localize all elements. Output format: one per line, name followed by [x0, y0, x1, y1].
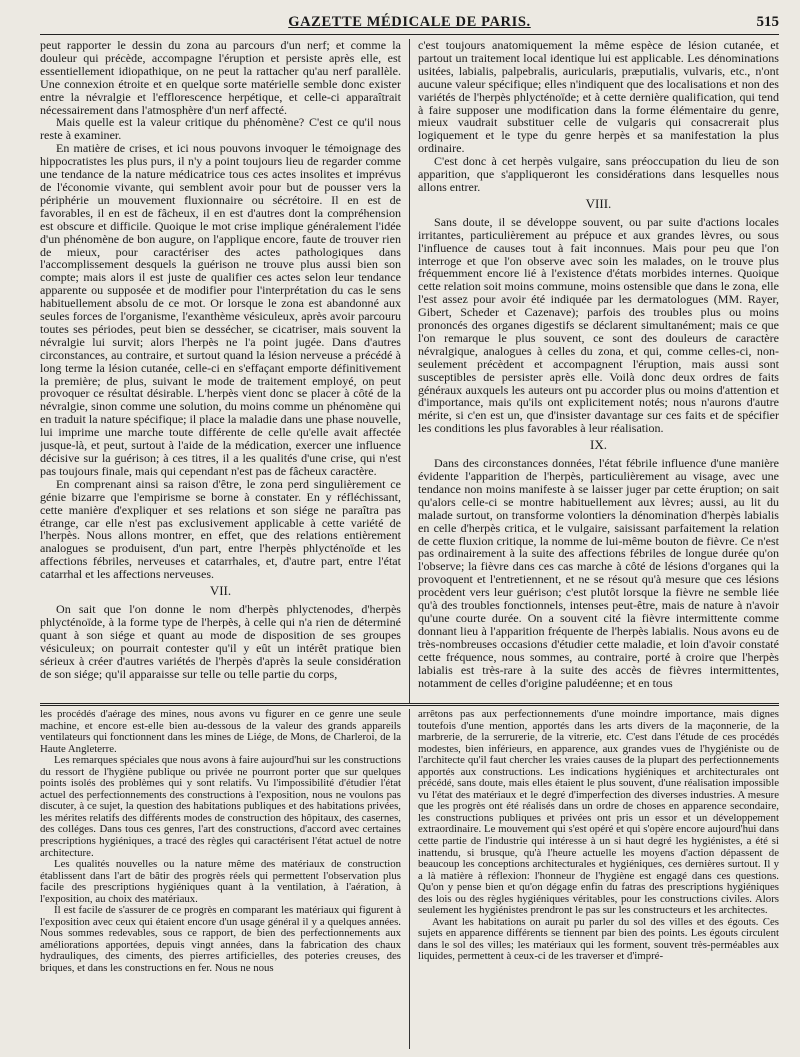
feuilleton-rule — [40, 703, 779, 706]
paragraph: arrêtons pas aux perfectionnements d'une moindre importance, mais dignes toutefois d'une mention, apportés dans les arts divers de la maçonnerie, de la marbrerie, de la serrurerie, de la vitrerie, etc. C'est dans l'étude de ces procédés modestes, bien inférieurs, en apparence, aux grandes vues de l'hygiéniste ou de l'architecte qu'il faut chercher les vraies causes de la plupart des perfectionnements apportés aux constructions. Les indications hygiéniques et architecturales ont précédé, sans doute, mais elles étaient le plus souvent, d'une réalisation impossible vu l'état des matériaux et le degré d'imperfection des diverses industries. A mesure que les progrès ont été réalisés dans un ordre de choses en apparence secondaire, les constructions publiques et privées ont pris un essor et un développement extraordinaire. Le mouvement qui s'est opéré et qui s'opère encore aujourd'hui dans cette partie de l'industrie qui intéresse à un si haut degré les hygiénistes, a été si inattendu, si brusque, qu'à l'heure actuelle les moyens d'action dépassent de beaucoup les conceptions architecturales et hygiéniques, ces dernières surtout. Il y a là matière à réflexion: l'honneur de l'hygiène est engagé dans ces questions. Qu'on y pense bien et qu'on dégage enfin du fatras des prescriptions hygiéniques des lois ou des règles hygiéniques véritables, pour les constructions civiles. Alors seulement les hygiénistes prendront le pas sur les constructeurs et les architectes. — [418, 709, 779, 917]
page-number: 515 — [756, 14, 779, 30]
paragraph: En comprenant ainsi sa raison d'être, le zona perd singulièrement ce génie bizarre que l'empirisme se borne à constater. En y réfléchissant, cette manière d'expliquer et ses relations et son siége ne paraîtra pas étrange, car elle n'est pas exclusivement applicable à cette variété de l'herpès. Nous allons montrer, en effet, que des relations entièrement analogues se produisent, d'un part, entre l'herpès phlycténoïde et les affections fébriles, nerveuses et catarrhales, et, d'autre part, entre l'état catarrhal et les affections nerveuses. — [40, 476, 401, 582]
paragraph: c'est toujours anatomiquement la même espèce de lésion cutanée, et partout un traitement local identique lui est applicable. Les dénominations usitées, labialis, palpebralis, auricularis, præputialis, vulvaris, etc., n'ont aucune valeur spécifique; elles n'indiquent que des localisations et non des variétés de l'herpès phlycténoïde; et à cette dernière qualification, qui tend à faire supposer une modification dans la forme élémentaire du genre, mieux vaudrait substituer celle de vulgaris qui consacrerait plus logiquement et le type du genre herpès et sa manifestation la plus ordinaire. — [418, 39, 779, 156]
paragraph: peut rapporter le dessin du zona au parcours d'un nerf; et comme la douleur qui précède, accompagne l'éruption et persiste après elle, est essentiellement idiopathique, on ne peut la rattacher qu'au nerf parallèle. Une connexion étroite et en quelque sorte matérielle semble donc exister entre la névralgie et l'efflorescence herpétique, et celle-ci apparaîtrait nécessairement dans l'atmosphère d'un nerf affecté. — [40, 39, 401, 117]
paragraph: Les remarques spéciales que nous avons à faire aujourd'hui sur les constructions du ressort de l'hygiène publique ou privée ne pourront porter que sur quelques points isolés des problèmes qui y sont relatifs. Vu l'impossibilité d'étudier l'état actuel des perfectionnements des constructions à l'exposition, nous ne voulons pas discuter, à ce sujet, la question des habitations publiques et des habitations privées, les mérites relatifs des différents modes de construction des hôpitaux, des casernes, des colléges. Dans tous ces genres, l'art des constructions, d'accord avec certaines prescriptions hygiéniques, a tracé des règles qui caractérisent l'état actuel de notre architecture. — [40, 754, 401, 859]
paragraph: On sait que l'on donne le nom d'herpès phlyctenodes, d'herpès phlycténoïde, à la forme type de l'herpès, à celle qui n'a rien de déterminé quant à son siége et quant au mode de disposition de ses groupes vésiculeux; on pourrait contester qu'il y eût un intérêt pratique bien sérieux à créer d'autres variétés de l'herpès d'après la seule considération de son siége; qu'il apparaisse sur telle ou telle partie du corps, — [40, 601, 401, 681]
paragraph: Dans des circonstances données, l'état fébrile influence d'une manière évidente l'apparition de l'herpès, particulièrement au visage, avec une tendance non moins manifeste à se laisser juger par cette éruption; on sait qu'alors celle-ci se montre habituellement aux lèvres; aussi, au lit du malade surtout, on transforme volontiers la dénomination d'herpès labialis en celle d'herpès critica, et le vulgaire, saisissant parfaitement la relation de cette fluxion critique, la nomme de lui-même bouton de fièvre. Ce n'est pas ordinairement à la suite des affections fébriles de longue durée qu'on l'observe; la fièvre dans ces cas marche à côté de lésions d'organes qui la provoquent et l'entretiennent, et ne se résout qu'à mesure que ces lésions procèdent vers leur guérison; c'est plutôt lorsque la fièvre ne semble liée qu'à des troubles fonctionnels, intenses peut-être, mais de nature à n'avoir qu'une courte durée. On a souvent cité la fièvre intermittente comme donnant lieu à l'apparition fréquente de l'herpès labialis. Nous avons eu de très-nombreuses occasions d'étudier cette maladie, et loin d'avoir constaté cette fréquence, nous sommes, au contraire, porté à croire que l'herpès labialis est très-rare à la suite des accès de fièvres intermittentes, notamment de celles d'origine paludéenne; et en tous — [418, 456, 779, 690]
paragraph: Sans doute, il se développe souvent, ou par suite d'actions locales irritantes, particulièrement au prépuce et aux grandes lèvres, ou sous l'influence de causes tout à fait inconnues. Mais pour peu que l'on interroge et que l'on observe avec soin les malades, on le trouve plus fréquemment encore lié à l'existence d'états morbides internes. Quoique cette relation soit moins commune, moins ostensible que dans le zona, elle l'est assez pour avoir été indiquée par les dermatologues (MM. Rayer, Gibert, Scheder et Cazenave); parfois des troubles plus ou moins prononcés des organes digestifs se déclarent simultanément; mais ce que l'on remarque le plus souvent, ce sont des douleurs de caractère névralgique, analogues à celles du zona, et qui, comme celles-ci, non-seulement précèdent et accompagnent l'éruption, mais aussi sont susceptibles de persister après elle. Voilà donc deux ordres de faits généraux auxquels les auteurs ont pu accorder plus ou moins d'attention et d'importance, mais qu'ils ont explicitement notés; nous n'aurons d'autre mérite, si c'en est un, que d'insister davantage sur ces faits et de spécifier les conditions les plus favorables à leur réalisation. — [418, 214, 779, 436]
section-heading-viii: VIII. — [585, 195, 612, 211]
article-right-column — [409, 39, 779, 703]
feuilleton-left-column — [40, 709, 409, 1049]
paragraph: Il est facile de s'assurer de ce progrès en comparant les matériaux qui figurent à l'exposition avec ceux qui étaient encore d'un usage général il y a quelques années. Nous sommes redevables, sous ce rapport, de bien des perfectionnements aux améliorations apportées, depuis vingt années, dans la fabrication des chaux hydrauliques, des ciments, des pierres artificielles, des poteries creuses, des briques, et dans les constructions en fer. Nous ne nous — [40, 904, 401, 975]
page-header — [40, 0, 779, 34]
paragraph: Les qualités nouvelles ou la nature même des matériaux de construction établissent dans l'art de bâtir des progrès réels qui permettent l'observation plus facile des prescriptions hygiéniques quant à la ventilation, à l'aération, à l'exposition, au choix des matériaux. — [40, 858, 401, 905]
header-rule — [40, 34, 779, 35]
paragraph: les procédés d'aérage des mines, nous avons vu figurer en ce genre une seule machine, et encore est-elle bien au-dessous de la valeur des grands appareils ventilateurs qui fonctionnent dans les mines de Liége, de Mons, de Charleroi, de la Haute Angleterre. — [40, 709, 401, 755]
feuilleton-right-column — [409, 709, 779, 1049]
article-left-column — [40, 39, 409, 703]
article-body — [40, 39, 779, 703]
feuilleton-body — [40, 709, 779, 1049]
paragraph: C'est donc à cet herpès vulgaire, sans préoccupation du lieu de son apparition, que s'appliqueront les considérations dans lesquelles nous allons entrer. — [418, 154, 779, 194]
paragraph: Avant les habitations on aurait pu parler du sol des villes et des égouts. Ces sujets en apparence différents se tiennent par bien des points. Les égouts circulent dans le sol des villes; les matériaux qui les forment, souvent très-perméables aux liquides, permettent à ceux-ci de les traverser et d'impré- — [418, 915, 779, 963]
section-heading-vii: VII. — [209, 583, 232, 599]
section-heading-ix: IX. — [590, 437, 607, 453]
journal-title: GAZETTE MÉDICALE DE PARIS. — [288, 14, 531, 30]
paragraph: Mais quelle est la valeur critique du phénomène? C'est ce qu'il nous reste à examiner. — [40, 115, 401, 143]
paragraph: En matière de crises, et ici nous pouvons invoquer le témoignage des hippocratistes les plus purs, il n'y a point toujours lieu de regarder comme une tendance de la nature médicatrice tous ces actes insolites et imprévus de l'économie vivante, qui semblent avoir pour but de pousser vers la périphérie un mouvement fluxionnaire ou sécrétoire. Il en est de favorables, il en est de fâcheux, il en est d'autres dont la compréhension est obscure et difficile. Quoique le mot crise implique généralement l'idée d'un phénomène de bon augure, on l'applique encore, faute de trouver rien de mieux, pour caractériser des actes pathologiques dans l'accomplissement desquels la guérison ne trouve plus aussi bien son compte; mais alors il est juste de qualifier ces actes selon leur tendance apparente ou supposée et de modifier pour l'interprétation du cas le sens habituellement absolu de ce mot. Or lorsque le zona est abandonné aux seules forces de l'organisme, l'exanthème vésiculeux, après avoir parcouru toutes ses périodes, peut bien se dessécher, se cicatriser, mais souvent la névralgie lui survit; alors l'herpès ne l'a point jugée. Dans d'autres circonstances, au contraire, et surtout quand la lésion nerveuse a précédé à long terme la lésion cutanée, celle-ci en s'effaçant emporte définitivement la première; de plus, suivant le mode de traitement employé, on peut provoquer ce résultat désirable. L'herpès vient donc se placer à côté de la névralgie, sinon comme une solution, du moins comme un phénomène qui en traduit la nature spécifique; il place la maladie dans une phase nouvelle, lui imprime une marche toute différente de celle qu'elle avait affectée jusque-là, et peut, surtout à l'aide de la médication, exercer une influence décisive sur la guérison; à ces titres, il a les qualités d'une crise, qui n'est pas toujours finale, mais qui cependant n'est pas de fâcheux caractère. — [40, 141, 401, 478]
